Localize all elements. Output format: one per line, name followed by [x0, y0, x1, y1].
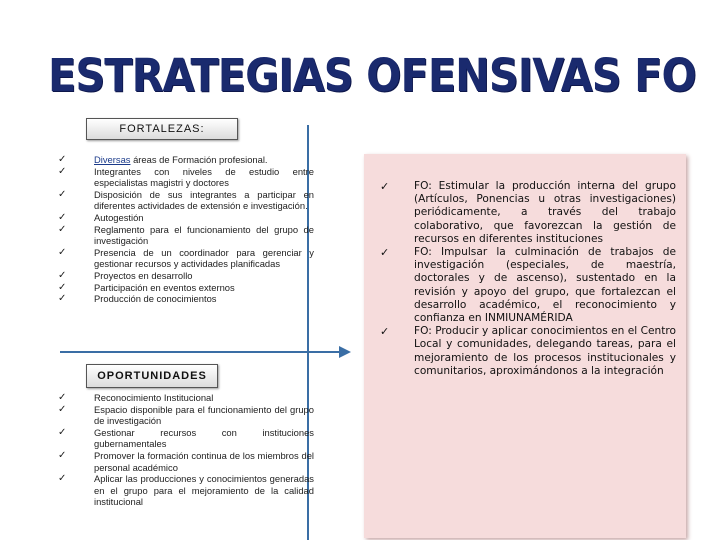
fo-strategies-list	[380, 180, 676, 378]
check-icon: ✓	[58, 426, 67, 438]
strength-item-text: Disposición de sus integrantes a participar en diferentes actividades de extensión e investigación.	[94, 188, 314, 212]
strength-item-text: Autogestión	[94, 211, 144, 223]
strength-item-text: Proyectos en desarrollo	[94, 269, 193, 281]
horizontal-arrow-line	[60, 351, 342, 353]
check-icon: ✓	[58, 165, 67, 177]
list-item	[58, 427, 314, 450]
opportunity-item-text: Aplicar las producciones y conocimientos generadas en el grupo para el mejoramiento de la calidad institucional	[94, 473, 314, 508]
check-icon: ✓	[58, 449, 67, 461]
list-item	[58, 450, 314, 473]
strength-item-text: Integrantes con niveles de estudio entre especialistas magistri y doctores	[94, 165, 314, 189]
list-item	[58, 473, 314, 508]
strengths-label: FORTALEZAS:	[86, 118, 238, 140]
list-item	[58, 224, 314, 247]
check-icon: ✓	[58, 188, 67, 200]
check-icon: ✓	[58, 392, 67, 403]
list-item	[380, 180, 676, 246]
check-icon: ✓	[58, 403, 67, 415]
check-icon: ✓	[58, 223, 67, 235]
opportunity-item-text: Reconocimiento Institucional	[94, 392, 214, 403]
strength-item-text: áreas de Formación profesional.	[130, 154, 268, 165]
opportunities-label: OPORTUNIDADES	[86, 364, 218, 388]
strength-item-text: Producción de conocimientos	[94, 293, 217, 305]
list-item	[58, 282, 314, 294]
opportunity-item-text: Gestionar recursos con instituciones gubernamentales	[94, 426, 314, 450]
list-item	[58, 293, 314, 305]
strength-item-text: Presencia de un coordinador para gerenciar y gestionar recursos y actividades planificadas	[94, 246, 314, 270]
opportunities-list	[58, 392, 314, 508]
check-icon: ✓	[58, 211, 67, 223]
arrow-right-icon	[339, 346, 351, 358]
check-icon: ✓	[380, 325, 390, 339]
check-icon: ✓	[58, 246, 67, 258]
list-item	[380, 246, 676, 325]
page-title: ESTRATEGIAS OFENSIVAS FO	[48, 49, 696, 102]
list-item	[58, 404, 314, 427]
fo-strategy-text: FO: Producir y aplicar conocimientos en el Centro Local y comunidades, delegando tareas, para el mejoramiento de los procesos institucionales y comunitarios, aproximándonos a la integración	[414, 325, 676, 377]
opportunity-item-text: Promover la formación continua de los miembros del personal académico	[94, 449, 314, 473]
check-icon: ✓	[58, 269, 67, 281]
list-item	[58, 270, 314, 282]
check-icon: ✓	[58, 293, 67, 305]
list-item	[58, 189, 314, 212]
check-icon: ✓	[58, 154, 67, 165]
list-item	[58, 392, 314, 404]
fo-strategy-text: FO: Impulsar la culminación de trabajos de investigación (especiales, de maestría, doctorales y de ascenso), sustentado en la revisión y apoyo del grupo, que fortalezcan el desarrollo académico, el reconocimiento y confianza en INMIUNAMÉRIDA	[414, 246, 676, 325]
check-icon: ✓	[380, 246, 390, 260]
check-icon: ✓	[58, 281, 67, 293]
fo-strategy-text: FO: Estimular la producción interna del grupo (Artículos, Ponencias u otras investigaciones) periódicamente, a través del trabajo colaborativo, que favorezcan la gestión de recursos en diferentes instituciones	[414, 180, 676, 245]
list-item	[380, 325, 676, 378]
list-item	[58, 247, 314, 270]
check-icon: ✓	[380, 180, 390, 193]
check-icon: ✓	[58, 473, 67, 485]
strength-item-prefix: Diversas	[94, 154, 131, 165]
list-item	[58, 212, 314, 224]
strengths-list	[58, 154, 314, 305]
opportunity-item-text: Espacio disponible para el funcionamiento del grupo de investigación	[94, 403, 314, 427]
list-item	[58, 166, 314, 189]
list-item	[58, 154, 314, 166]
strength-item-text: Reglamento para el funcionamiento del grupo de investigación	[94, 223, 314, 247]
strength-item-text: Participación en eventos externos	[94, 281, 235, 293]
